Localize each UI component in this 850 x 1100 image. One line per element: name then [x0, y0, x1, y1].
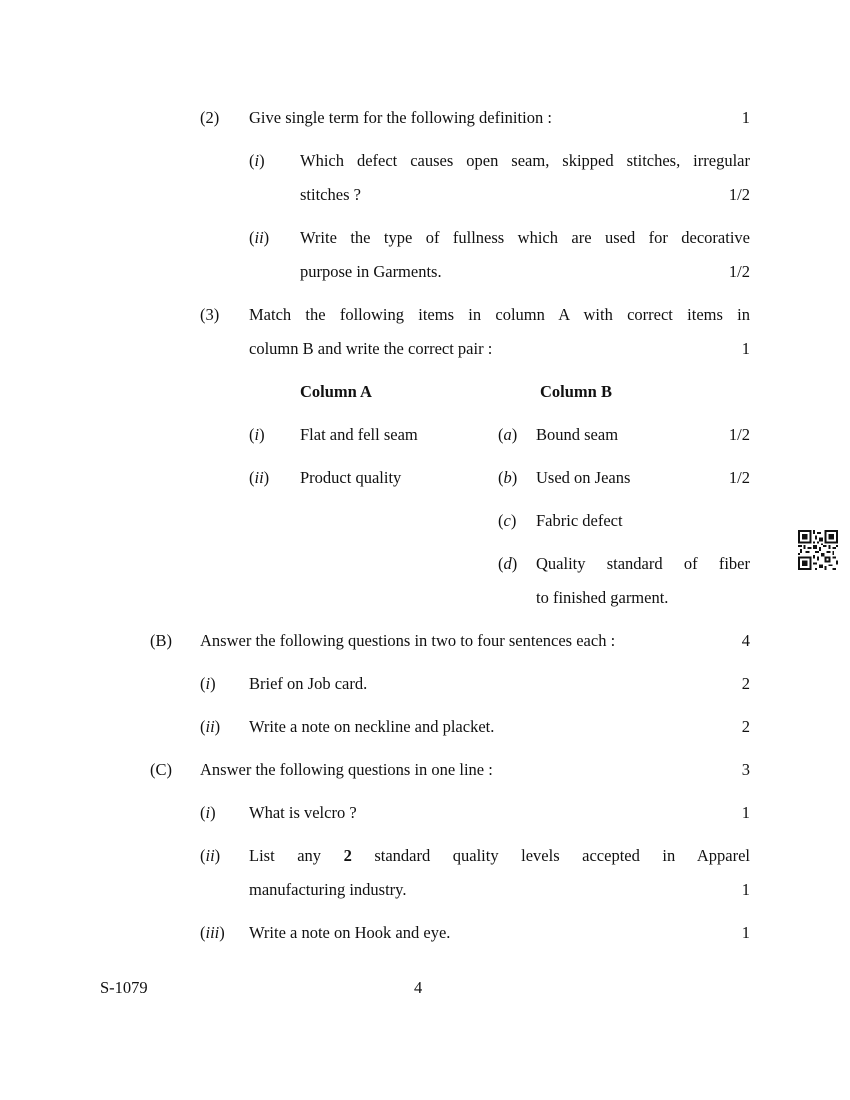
- marks: 1: [741, 803, 750, 822]
- column-b-letter: (c): [498, 511, 517, 530]
- section-label: (C): [150, 760, 172, 779]
- sub-item-text: Which defect causes open seam, skipped stitches, irregular: [300, 151, 750, 170]
- sub-item-text-continued: manufacturing industry.: [249, 880, 407, 899]
- column-a-header: Column A: [300, 382, 372, 401]
- sub-item-text-continued: purpose in Garments.: [300, 262, 442, 281]
- column-b-letter: (d): [498, 554, 518, 573]
- roman-numeral: i: [205, 803, 211, 822]
- letter: c: [503, 511, 511, 530]
- bold-number: 2: [343, 846, 352, 865]
- section-label: (B): [150, 631, 172, 650]
- column-a-item: Product quality: [300, 468, 402, 487]
- column-a-number: (i): [249, 425, 265, 444]
- sub-item-text-continued: stitches ?: [300, 185, 361, 204]
- column-b-item-continued: to finished garment.: [536, 588, 669, 607]
- sub-item-number: (i): [200, 803, 216, 822]
- sub-item-number: (i): [200, 674, 216, 693]
- column-b-letter: (b): [498, 468, 518, 487]
- sub-item-text: Write a note on Hook and eye.: [249, 923, 451, 942]
- sub-item-number: (ii): [200, 846, 221, 865]
- question-number: (3): [200, 305, 220, 324]
- column-b-letter: (a): [498, 425, 518, 444]
- sub-item-text: [249, 846, 750, 866]
- column-a-item: Flat and fell seam: [300, 425, 418, 444]
- sub-item-text: Brief on Job card.: [249, 674, 368, 693]
- letter: b: [503, 468, 512, 487]
- sub-item-number: (iii): [200, 923, 225, 942]
- question-number: (2): [200, 108, 220, 127]
- marks: 1/2: [728, 468, 750, 487]
- marks: 1/2: [728, 185, 750, 204]
- roman-numeral: ii: [205, 717, 215, 736]
- column-b-item: Quality standard of fiber: [536, 554, 750, 573]
- marks: 1: [741, 880, 750, 899]
- column-b-header: Column B: [540, 382, 612, 401]
- sub-item-text: What is velcro ?: [249, 803, 357, 822]
- page-number: 4: [414, 978, 423, 997]
- roman-numeral: ii: [254, 228, 264, 247]
- qr-code-icon: [798, 530, 838, 570]
- sub-item-number: (i): [249, 151, 265, 170]
- marks: 1: [741, 923, 750, 942]
- question-text: Match the following items in column A with correct items in: [249, 305, 750, 324]
- column-a-number: (ii): [249, 468, 270, 487]
- roman-numeral: i: [205, 674, 211, 693]
- sub-item-text: Write the type of fullness which are used for decorative: [300, 228, 750, 247]
- question-text-continued: column B and write the correct pair :: [249, 339, 493, 358]
- roman-numeral: iii: [205, 923, 220, 942]
- marks: 2: [741, 674, 750, 693]
- marks: 3: [741, 760, 750, 779]
- letter: d: [503, 554, 512, 573]
- roman-numeral: i: [254, 425, 260, 444]
- text-fragment: standard quality levels accepted in Apparel: [351, 846, 750, 865]
- sub-item-number: (ii): [200, 717, 221, 736]
- marks: 1/2: [728, 425, 750, 444]
- sub-item-number: (ii): [249, 228, 270, 247]
- column-b-item: Fabric defect: [536, 511, 623, 530]
- roman-numeral: ii: [254, 468, 264, 487]
- section-text: Answer the following questions in two to four sentences each :: [200, 631, 616, 650]
- roman-numeral: ii: [205, 846, 215, 865]
- marks: 1/2: [728, 262, 750, 281]
- section-text: Answer the following questions in one line :: [200, 760, 493, 779]
- letter: a: [503, 425, 512, 444]
- column-b-item: Used on Jeans: [536, 468, 631, 487]
- sub-item-text: Write a note on neckline and placket.: [249, 717, 495, 736]
- marks: 1: [741, 108, 750, 127]
- text-fragment: List any: [249, 846, 344, 865]
- roman-numeral: i: [254, 151, 260, 170]
- marks: 2: [741, 717, 750, 736]
- column-b-item: Bound seam: [536, 425, 619, 444]
- question-text: Give single term for the following definition :: [249, 108, 552, 127]
- marks: 4: [741, 631, 750, 650]
- marks: 1: [741, 339, 750, 358]
- paper-code: S-1079: [100, 978, 148, 997]
